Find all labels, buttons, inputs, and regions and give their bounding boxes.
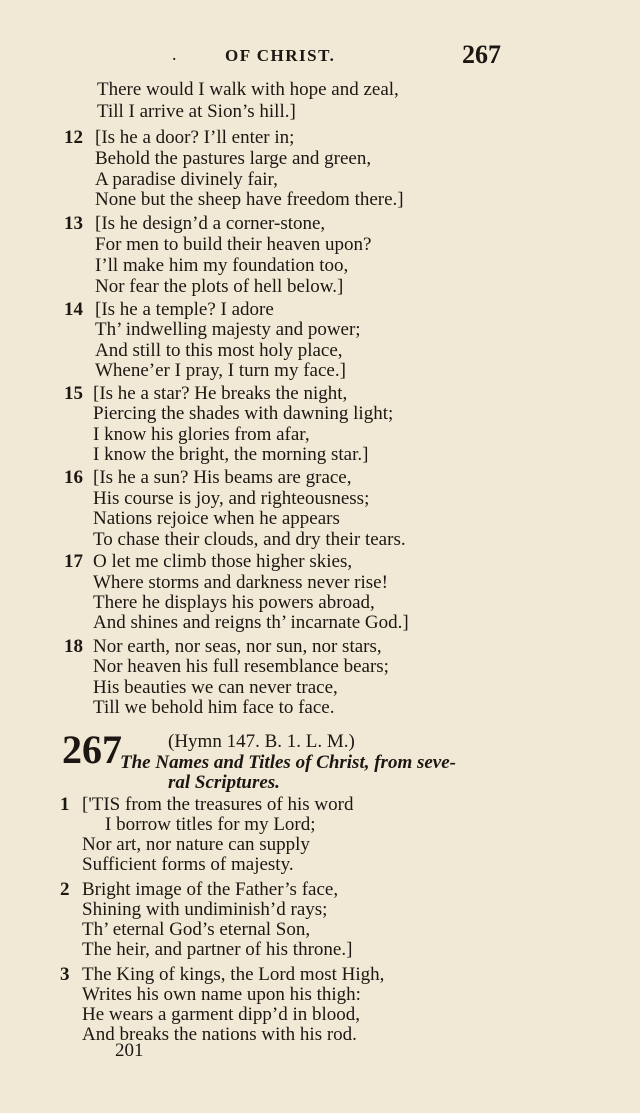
verse-line: Th’ indwelling majesty and power; [95, 319, 361, 340]
verse-number: 13 [64, 213, 83, 234]
verse-line: I know the bright, the morning star.] [93, 444, 369, 465]
verse-line: Piercing the shades with dawning light; [93, 403, 394, 424]
verse-line: A paradise divinely fair, [95, 169, 278, 190]
verse-line: And breaks the nations with his rod. [82, 1024, 357, 1045]
running-title: OF CHRIST. [225, 46, 336, 65]
verse-number: 2 [60, 879, 70, 900]
verse-number: 14 [64, 299, 83, 320]
verse-line: Nor earth, nor seas, nor sun, nor stars, [93, 636, 382, 657]
verse-line: Whene’er I pray, I turn my face.] [95, 360, 346, 381]
verse-number: 15 [64, 383, 83, 404]
verse-number: 3 [60, 964, 70, 985]
verse-line: [Is he a door? I’ll enter in; [95, 127, 295, 148]
verse-line: Sufficient forms of majesty. [82, 854, 294, 875]
verse-line: I’ll make him my foundation too, [95, 255, 349, 276]
verse-line: I borrow titles for my Lord; [105, 814, 316, 835]
verse-line: [Is he a sun? His beams are grace, [93, 467, 352, 488]
verse-line: And shines and reigns th’ incarnate God.] [93, 612, 409, 633]
verse-number: 17 [64, 551, 83, 572]
verse-line: I know his glories from afar, [93, 424, 310, 445]
verse-line: The King of kings, the Lord most High, [82, 964, 385, 985]
verse-line: And still to this most holy place, [95, 340, 343, 361]
verse-line: Nor heaven his full resemblance bears; [93, 656, 389, 677]
verse-line: Nor fear the plots of hell below.] [95, 276, 344, 297]
verse-number: 18 [64, 636, 83, 657]
verse-number: 12 [64, 127, 83, 148]
hymn-meta: (Hymn 147. B. 1. L. M.) [168, 731, 355, 752]
verse-line: [Is he a star? He breaks the night, [93, 383, 348, 404]
verse-line: [Is he design’d a corner-stone, [95, 213, 326, 234]
verse-line: His beauties we can never trace, [93, 677, 338, 698]
verse-line: Where storms and darkness never rise! [93, 572, 388, 593]
verse-line: He wears a garment dipp’d in blood, [82, 1004, 361, 1025]
verse-line: Nations rejoice when he appears [93, 508, 340, 529]
hymn-title-line-2: ral Scriptures. [168, 772, 280, 793]
verse-line: For men to build their heaven upon? [95, 234, 372, 255]
verse-line: ['TIS from the treasures of his word [82, 794, 354, 815]
verse-line: Th’ eternal God’s eternal Son, [82, 919, 311, 940]
verse-line: Nor art, nor nature can supply [82, 834, 310, 855]
verse-line: O let me climb those higher skies, [93, 551, 353, 572]
page-header: . OF CHRIST. 267 [172, 40, 501, 69]
verse-number: 16 [64, 467, 83, 488]
verse-line: [Is he a temple? I adore [95, 299, 274, 320]
verse-line: There he displays his powers abroad, [93, 592, 375, 613]
hymn-number: 267 [62, 727, 122, 772]
verse-line: None but the sheep have freedom there.] [95, 189, 404, 210]
verse-line: The heir, and partner of his throne.] [82, 939, 353, 960]
verse-line: Writes his own name upon his thigh: [82, 984, 361, 1005]
verse-line: Behold the pastures large and green, [95, 148, 372, 169]
verse-line: His course is joy, and righteousness; [93, 488, 370, 509]
hymn-title-line-1: The Names and Titles of Christ, from seve- [120, 752, 456, 773]
verse-line: There would I walk with hope and zeal, [97, 79, 399, 100]
signature-mark: 201 [115, 1040, 144, 1061]
verse-line: Till we behold him face to face. [93, 697, 335, 718]
verse-line: Bright image of the Father’s face, [82, 879, 339, 900]
verse-line: Shining with undiminish’d rays; [82, 899, 328, 920]
verse-line: To chase their clouds, and dry their tears. [93, 529, 406, 550]
verse-number: 1 [60, 794, 70, 815]
verse-line: Till I arrive at Sion’s hill.] [97, 101, 296, 122]
page-number: 267 [462, 40, 501, 69]
